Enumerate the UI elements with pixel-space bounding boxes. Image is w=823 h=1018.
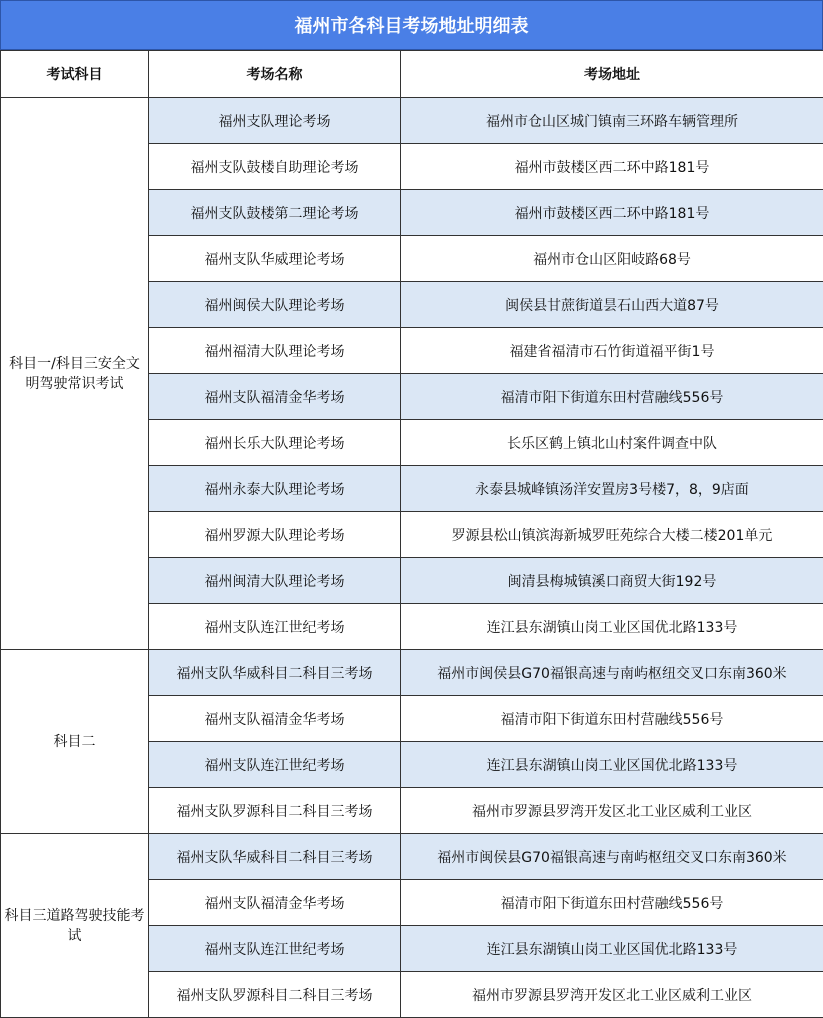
header-site-address: 考场地址 <box>401 51 823 98</box>
site-name-cell: 福州支队连江世纪考场 <box>149 604 401 650</box>
table-row <box>1 650 823 696</box>
site-address-cell: 福建省福清市石竹街道福平街1号 <box>401 328 823 374</box>
table-row <box>1 834 823 880</box>
site-name-cell: 福州罗源大队理论考场 <box>149 512 401 558</box>
table-body <box>1 98 823 1018</box>
site-name-cell: 福州支队连江世纪考场 <box>149 742 401 788</box>
header-subject: 考试科目 <box>1 51 149 98</box>
site-address-cell: 福州市鼓楼区西二环中路181号 <box>401 144 823 190</box>
site-address-cell: 永泰县城峰镇汤洋安置房3号楼7，8，9店面 <box>401 466 823 512</box>
site-name-cell: 福州支队福清金华考场 <box>149 374 401 420</box>
site-name-cell: 福州支队鼓楼第二理论考场 <box>149 190 401 236</box>
site-address-cell: 闽清县梅城镇溪口商贸大街192号 <box>401 558 823 604</box>
subject-cell: 科目三道路驾驶技能考试 <box>1 834 149 1018</box>
site-address-cell: 罗源县松山镇滨海新城罗旺苑综合大楼二楼201单元 <box>401 512 823 558</box>
header-row <box>1 51 823 98</box>
site-address-cell: 闽侯县甘蔗街道昙石山西大道87号 <box>401 282 823 328</box>
site-address-cell: 福州市仓山区阳岐路68号 <box>401 236 823 282</box>
exam-site-table <box>0 50 823 1018</box>
site-name-cell: 福州支队华威科目二科目三考场 <box>149 834 401 880</box>
site-name-cell: 福州支队罗源科目二科目三考场 <box>149 972 401 1018</box>
site-name-cell: 福州支队罗源科目二科目三考场 <box>149 788 401 834</box>
header-site-name: 考场名称 <box>149 51 401 98</box>
subject-cell: 科目一/科目三安全文明驾驶常识考试 <box>1 98 149 650</box>
table-row <box>1 98 823 144</box>
site-name-cell: 福州福清大队理论考场 <box>149 328 401 374</box>
site-address-cell: 福州市罗源县罗湾开发区北工业区威利工业区 <box>401 788 823 834</box>
site-name-cell: 福州永泰大队理论考场 <box>149 466 401 512</box>
site-address-cell: 连江县东湖镇山岗工业区国优北路133号 <box>401 742 823 788</box>
site-address-cell: 长乐区鹤上镇北山村案件调查中队 <box>401 420 823 466</box>
site-address-cell: 连江县东湖镇山岗工业区国优北路133号 <box>401 604 823 650</box>
site-name-cell: 福州支队鼓楼自助理论考场 <box>149 144 401 190</box>
subject-cell: 科目二 <box>1 650 149 834</box>
site-address-cell: 福清市阳下街道东田村营融线556号 <box>401 880 823 926</box>
site-name-cell: 福州长乐大队理论考场 <box>149 420 401 466</box>
site-name-cell: 福州支队福清金华考场 <box>149 696 401 742</box>
site-address-cell: 福州市鼓楼区西二环中路181号 <box>401 190 823 236</box>
site-address-cell: 福州市罗源县罗湾开发区北工业区威利工业区 <box>401 972 823 1018</box>
site-address-cell: 福州市闽侯县G70福银高速与南屿枢纽交叉口东南360米 <box>401 650 823 696</box>
site-name-cell: 福州闽侯大队理论考场 <box>149 282 401 328</box>
site-address-cell: 福清市阳下街道东田村营融线556号 <box>401 696 823 742</box>
site-name-cell: 福州支队华威科目二科目三考场 <box>149 650 401 696</box>
site-name-cell: 福州支队理论考场 <box>149 98 401 144</box>
site-address-cell: 福清市阳下街道东田村营融线556号 <box>401 374 823 420</box>
site-address-cell: 福州市仓山区城门镇南三环路车辆管理所 <box>401 98 823 144</box>
site-name-cell: 福州支队华威理论考场 <box>149 236 401 282</box>
site-address-cell: 连江县东湖镇山岗工业区国优北路133号 <box>401 926 823 972</box>
site-name-cell: 福州闽清大队理论考场 <box>149 558 401 604</box>
site-name-cell: 福州支队福清金华考场 <box>149 880 401 926</box>
page-title: 福州市各科目考场地址明细表 <box>0 0 823 50</box>
site-name-cell: 福州支队连江世纪考场 <box>149 926 401 972</box>
site-address-cell: 福州市闽侯县G70福银高速与南屿枢纽交叉口东南360米 <box>401 834 823 880</box>
